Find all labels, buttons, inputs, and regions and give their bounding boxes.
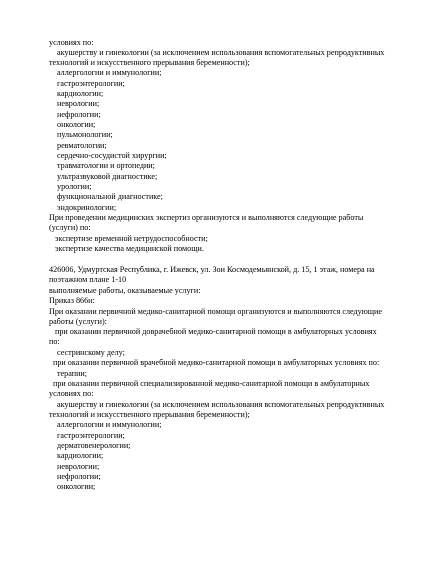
text-line: условиях по: xyxy=(49,389,94,398)
text-line: при оказании первичной доврачебной медико-санитарной помощи в амбулаторных условиях xyxy=(55,327,377,336)
text-line: сердечно-сосудистой хирургии; xyxy=(57,151,167,160)
text-line: условиях по: xyxy=(49,38,94,47)
text-line: акушерству и гинекологии (за исключением использования вспомогательных репродуктивных xyxy=(57,400,385,409)
text-line: онкологии; xyxy=(57,120,96,129)
text-line: При проведении медицинских экспертиз организуются и выполняются следующие работы xyxy=(49,213,364,222)
text-line: поэтажном плане 1-10 xyxy=(49,275,127,284)
text-line: эндокринологии; xyxy=(57,203,117,212)
text-line: при оказании первичной врачебной медико-санитарной помощи в амбулаторных условиях по: xyxy=(53,358,380,367)
text-line: по: xyxy=(49,337,60,346)
text-line: дерматовенерологии; xyxy=(57,441,131,450)
text-line: кардиологии; xyxy=(57,89,104,98)
text-line: кардиологии; xyxy=(57,451,104,460)
text-line: нефрологии; xyxy=(57,472,101,481)
text-line: работы (услуги): xyxy=(49,317,107,326)
text-line: нефрологии; xyxy=(57,110,101,119)
text-line: ультразвуковой диагностике; xyxy=(57,172,158,181)
text-line: При оказании первичной медико-санитарной помощи организуются и выполняются следующие xyxy=(49,307,383,316)
text-line: выполняемые работы, оказываемые услуги: xyxy=(49,286,201,295)
text-line: 426006, Удмуртская Республика, г. Ижевск, ул. Зои Космодемьянской, д. 15, 1 этаж, номера на xyxy=(49,265,375,274)
text-line: онкологии; xyxy=(57,482,96,491)
text-line: Приказ 866н: xyxy=(49,296,95,305)
text-line: гастроэнтерологии; xyxy=(57,431,125,440)
text-line: функциональной диагностике; xyxy=(57,192,163,201)
text-line: гастроэнтерологии; xyxy=(57,79,125,88)
text-line: неврологии; xyxy=(57,462,100,471)
text-line: пульмонологии; xyxy=(57,130,113,139)
text-line: экспертизе временной нетрудоспособности; xyxy=(55,234,208,243)
text-line: технологий и искусственного прерывания беременности); xyxy=(49,410,250,419)
text-line: урологии; xyxy=(57,182,92,191)
text-line: (услуги) по: xyxy=(49,223,91,232)
text-line: терапии; xyxy=(57,369,88,378)
text-line: при оказании первичной специализированной медико-санитарной помощи в амбулаторных xyxy=(53,379,370,388)
text-line: аллергологии и иммунологии; xyxy=(57,420,162,429)
text-line: сестринскому делу; xyxy=(57,348,125,357)
text-line: аллергологии и иммунологии; xyxy=(57,68,162,77)
text-line: ревматологии; xyxy=(57,141,107,150)
text-line: неврологии; xyxy=(57,99,100,108)
text-line: экспертизе качества медицинской помощи. xyxy=(55,244,204,253)
text-line: травматологии и ортопедии; xyxy=(57,161,155,170)
text-line: акушерству и гинекологии (за исключением использования вспомогательных репродуктивных xyxy=(57,48,385,57)
text-line: технологий и искусственного прерывания беременности); xyxy=(49,58,250,67)
